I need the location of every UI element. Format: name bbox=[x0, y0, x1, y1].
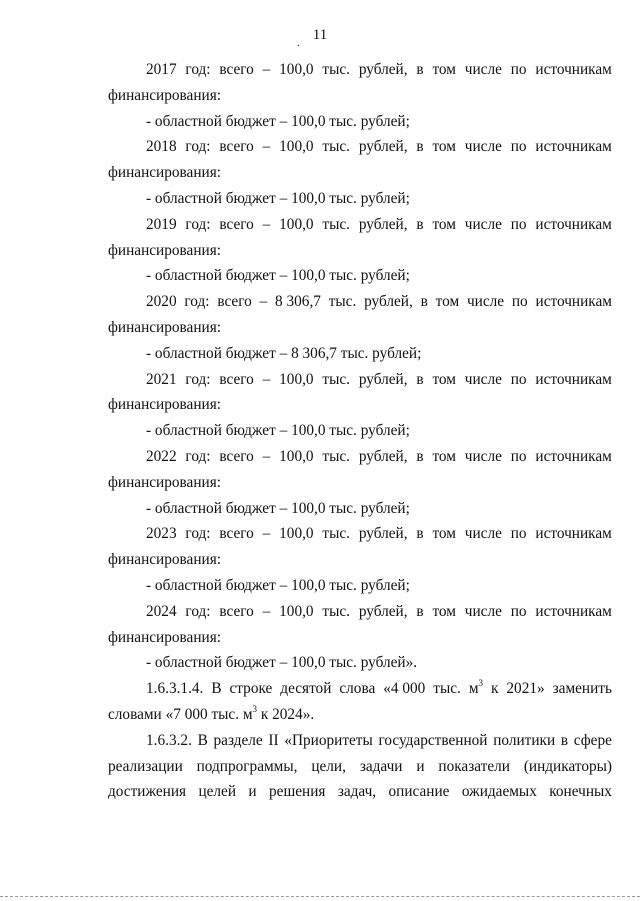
word: 1.6.3.1.4. bbox=[146, 680, 204, 698]
word: слова bbox=[339, 680, 376, 698]
word: 100,0 bbox=[279, 447, 314, 465]
funding-year-line bbox=[108, 57, 612, 83]
word: 2021» bbox=[506, 680, 545, 698]
word: в bbox=[416, 138, 424, 156]
word: источникам bbox=[535, 602, 612, 620]
word: по bbox=[510, 138, 527, 156]
word: подпрограммы, bbox=[196, 757, 298, 775]
word: 1.6.3.2. bbox=[146, 731, 192, 749]
word: тыс. bbox=[433, 680, 461, 698]
item-1-6-3-1-4-line-1 bbox=[108, 676, 612, 702]
word: ожидаемых bbox=[461, 783, 537, 801]
word: в bbox=[560, 731, 569, 749]
word: 2019 bbox=[146, 215, 177, 233]
word: тыс. bbox=[322, 61, 350, 78]
word: числе bbox=[464, 61, 502, 78]
word: числе bbox=[464, 602, 502, 620]
word: том bbox=[432, 215, 456, 233]
word: источникам bbox=[535, 215, 612, 233]
word: том bbox=[432, 447, 456, 465]
word: – bbox=[262, 525, 271, 543]
funding-continuation: финансирования: bbox=[108, 628, 222, 646]
item-1-6-3-1-4-line-2 bbox=[108, 702, 612, 728]
funding-continuation: финансирования: bbox=[108, 241, 222, 259]
page-number: 11 bbox=[312, 27, 328, 43]
word: числе bbox=[464, 370, 502, 388]
text: к 2024». bbox=[257, 705, 315, 723]
word: всего bbox=[217, 293, 252, 311]
word: В bbox=[211, 680, 222, 698]
word: – bbox=[262, 370, 271, 388]
funding-budget-line: - областной бюджет – 100,0 тыс. рублей; bbox=[146, 499, 410, 517]
word: (индикаторы) bbox=[523, 757, 612, 775]
funding-budget-line: - областной бюджет – 8 306,7 тыс. рублей; bbox=[146, 344, 422, 362]
word: по bbox=[510, 525, 527, 543]
word: задач, bbox=[337, 783, 377, 801]
word: рублей, bbox=[358, 61, 408, 78]
word: всего bbox=[219, 138, 254, 156]
word-with-superscript bbox=[469, 676, 483, 702]
word: источникам bbox=[535, 138, 612, 156]
word: описание bbox=[388, 783, 450, 801]
word: всего bbox=[219, 602, 254, 620]
word: том bbox=[435, 293, 460, 311]
funding-budget-line: - областной бюджет – 100,0 тыс. рублей; bbox=[146, 189, 410, 207]
word: рублей, bbox=[358, 602, 408, 620]
word: источникам bbox=[535, 293, 612, 311]
word: числе bbox=[466, 293, 505, 311]
word: тыс. bbox=[322, 370, 350, 388]
word: в bbox=[416, 525, 424, 543]
funding-budget-line: - областной бюджет – 100,0 тыс. рублей; bbox=[146, 422, 410, 440]
word: тыс. bbox=[328, 293, 357, 311]
word: тыс. bbox=[322, 215, 350, 233]
word: задачи bbox=[359, 757, 403, 775]
item-1-6-3-2-line-3 bbox=[108, 779, 612, 805]
word: в bbox=[416, 215, 424, 233]
word: тыс. bbox=[322, 525, 350, 543]
word: источникам bbox=[535, 525, 612, 543]
word: решения bbox=[269, 783, 326, 801]
funding-continuation: финансирования: bbox=[108, 318, 222, 336]
funding-budget-line: - областной бюджет – 100,0 тыс. рублей». bbox=[146, 654, 418, 672]
funding-continuation: финансирования: bbox=[108, 551, 222, 569]
word: числе bbox=[464, 447, 502, 465]
word: том bbox=[432, 138, 456, 156]
word: реализации bbox=[108, 757, 183, 775]
scan-dot: . bbox=[297, 38, 300, 49]
word: по bbox=[510, 447, 527, 465]
word: тыс. bbox=[322, 138, 350, 156]
funding-list bbox=[108, 57, 612, 676]
word: заменить bbox=[552, 680, 612, 698]
word: показатели bbox=[438, 757, 510, 775]
word: по bbox=[510, 215, 527, 233]
word: рублей, bbox=[358, 447, 408, 465]
word: в bbox=[416, 61, 424, 78]
word: – bbox=[262, 447, 271, 465]
word: в bbox=[416, 602, 424, 620]
word: достижения bbox=[108, 783, 187, 801]
word: год: bbox=[185, 61, 211, 78]
item-1-6-3-2-line-1 bbox=[108, 728, 612, 754]
funding-year-line bbox=[108, 212, 612, 238]
word: год: bbox=[185, 138, 211, 156]
funding-year-line bbox=[108, 289, 612, 315]
word: год: bbox=[185, 525, 211, 543]
word: рублей, bbox=[358, 525, 408, 543]
word: В bbox=[197, 731, 208, 749]
word: «4 000 bbox=[383, 680, 426, 698]
word: в bbox=[416, 370, 424, 388]
word: источникам bbox=[535, 447, 612, 465]
word: год: bbox=[184, 293, 210, 311]
word: всего bbox=[219, 447, 254, 465]
word: числе bbox=[464, 525, 502, 543]
word: всего bbox=[219, 525, 254, 543]
word: – bbox=[262, 602, 271, 620]
funding-year-line bbox=[108, 599, 612, 625]
word: в bbox=[416, 447, 424, 465]
word: по bbox=[510, 61, 527, 78]
word: рублей, bbox=[358, 138, 408, 156]
word: год: bbox=[185, 370, 211, 388]
word: сфере bbox=[573, 731, 612, 749]
funding-continuation: финансирования: bbox=[108, 473, 222, 491]
funding-continuation: финансирования: bbox=[108, 396, 222, 414]
word: всего bbox=[219, 61, 254, 78]
word: год: bbox=[185, 602, 211, 620]
word: рублей, bbox=[358, 215, 408, 233]
word: 2020 bbox=[146, 293, 177, 311]
word: по bbox=[510, 370, 527, 388]
funding-budget-line: - областной бюджет – 100,0 тыс. рублей; bbox=[146, 267, 410, 285]
word: тыс. bbox=[322, 602, 350, 620]
word: 2023 bbox=[146, 525, 177, 543]
funding-year-line bbox=[108, 134, 612, 160]
word: 8 306,7 bbox=[275, 293, 321, 311]
word: – bbox=[262, 215, 271, 233]
word: год: bbox=[185, 447, 211, 465]
word: том bbox=[432, 525, 456, 543]
word: по bbox=[511, 293, 528, 311]
word: всего bbox=[219, 370, 254, 388]
word: 2024 bbox=[146, 602, 177, 620]
superscript: 3 bbox=[252, 703, 258, 714]
word: 2017 bbox=[146, 61, 177, 78]
funding-budget-line: - областной бюджет – 100,0 тыс. рублей; bbox=[146, 112, 410, 130]
word: и bbox=[416, 757, 425, 775]
word: 100,0 bbox=[279, 370, 314, 388]
word: рублей, bbox=[364, 293, 413, 311]
word: целей bbox=[198, 783, 237, 801]
word: источникам bbox=[535, 61, 612, 78]
document-body bbox=[108, 57, 612, 805]
word: год: bbox=[185, 215, 211, 233]
word: 100,0 bbox=[279, 525, 314, 543]
word: источникам bbox=[535, 370, 612, 388]
word: 2022 bbox=[146, 447, 177, 465]
word: – bbox=[262, 138, 271, 156]
word: конечных bbox=[549, 783, 612, 801]
word: 2018 bbox=[146, 138, 177, 156]
word: – bbox=[262, 61, 271, 78]
word: числе bbox=[464, 215, 502, 233]
page-bottom-edge bbox=[0, 896, 640, 897]
word: к bbox=[490, 680, 499, 698]
word: политики bbox=[493, 731, 556, 749]
item-1-6-3-2-line-2 bbox=[108, 754, 612, 780]
word: числе bbox=[464, 138, 502, 156]
funding-continuation: финансирования: bbox=[108, 86, 222, 104]
word: государственной bbox=[378, 731, 488, 749]
word: рублей, bbox=[358, 370, 408, 388]
word: цели, bbox=[311, 757, 346, 775]
word: «Приоритеты bbox=[284, 731, 373, 749]
word: 2021 bbox=[146, 370, 177, 388]
word: II bbox=[268, 731, 279, 749]
word: 100,0 bbox=[279, 215, 314, 233]
funding-year-line bbox=[108, 367, 612, 393]
funding-budget-line: - областной бюджет – 100,0 тыс. рублей; bbox=[146, 576, 410, 594]
word: всего bbox=[219, 215, 254, 233]
word: в bbox=[420, 293, 428, 311]
funding-year-line bbox=[108, 444, 612, 470]
word: по bbox=[510, 602, 527, 620]
funding-year-line bbox=[108, 521, 612, 547]
word: – bbox=[259, 293, 268, 311]
word: 100,0 bbox=[279, 138, 314, 156]
word: том bbox=[432, 61, 456, 78]
word: 100,0 bbox=[279, 61, 314, 78]
word: строке bbox=[229, 680, 273, 698]
word: 100,0 bbox=[279, 602, 314, 620]
superscript: 3 bbox=[478, 678, 484, 689]
word: и bbox=[248, 783, 257, 801]
word: тыс. bbox=[322, 447, 350, 465]
unit-m: м bbox=[468, 680, 479, 698]
word: том bbox=[432, 602, 456, 620]
funding-continuation: финансирования: bbox=[108, 164, 222, 182]
word: десятой bbox=[280, 680, 332, 698]
text: словами «7 000 тыс. м bbox=[108, 705, 253, 723]
word: том bbox=[432, 370, 456, 388]
word: разделе bbox=[213, 731, 263, 749]
